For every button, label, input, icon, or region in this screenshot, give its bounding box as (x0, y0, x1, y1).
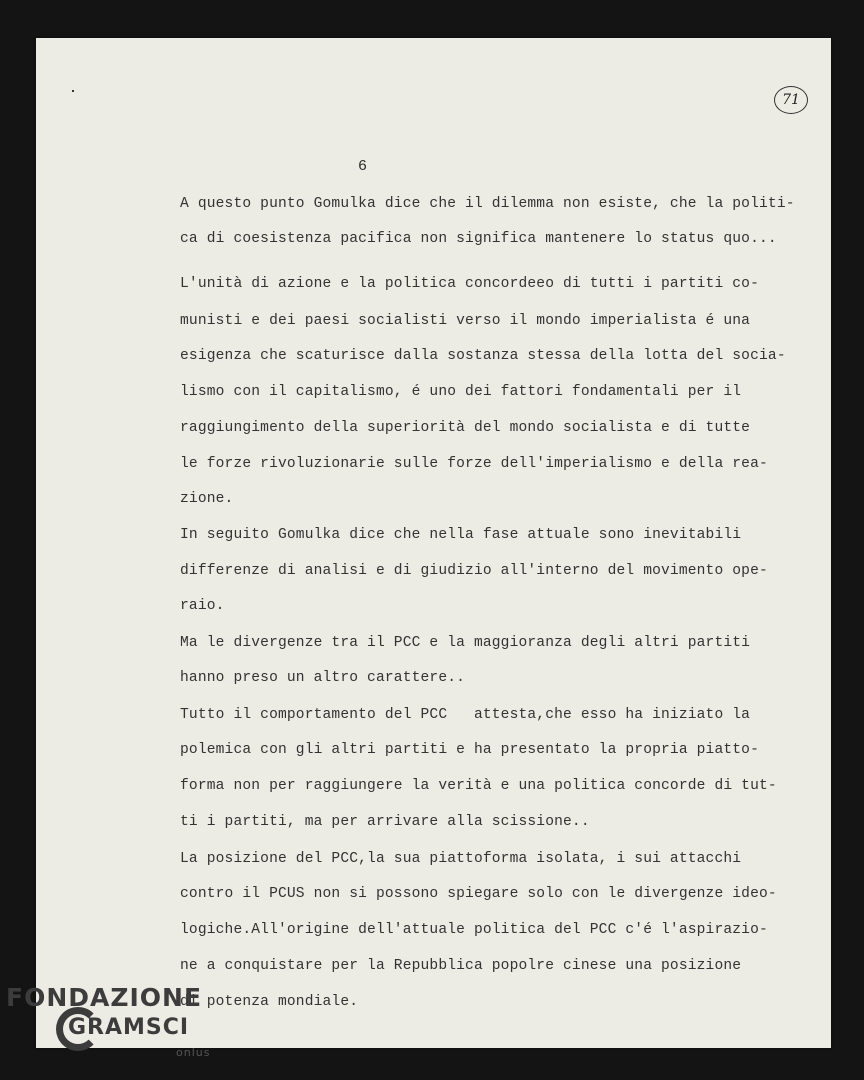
text-line: di potenza mondiale. (180, 994, 359, 1010)
text-line: raggiungimento della superiorità del mondo socialista e di tutte (180, 420, 751, 436)
text-line: zione. (180, 491, 234, 507)
text-line: ne a conquistare per la Repubblica popolre cinese una posizione (180, 958, 742, 974)
text-line: differenze di analisi e di giudizio all'interno del movimento ope- (180, 563, 768, 579)
text-line: munisti e dei paesi socialisti verso il mondo imperialista é una (180, 313, 751, 329)
ink-mark (72, 90, 74, 92)
text-line: hanno preso un altro carattere.. (180, 670, 466, 686)
text-line: polemica con gli altri partiti e ha presentato la propria piatto- (180, 742, 759, 758)
text-line: Tutto il comportamento del PCC attesta,che esso ha iniziato la (180, 707, 751, 723)
logo-line1: FONDAZIONE (6, 983, 203, 1012)
text-line: forma non per raggiungere la verità e una politica concorde di tut- (180, 778, 777, 794)
text-line: In seguito Gomulka dice che nella fase attuale sono inevitabili (180, 527, 742, 543)
text-line: ti i partiti, ma per arrivare alla scissione.. (180, 814, 590, 830)
text-line: raio. (180, 598, 225, 614)
text-line: Ma le divergenze tra il PCC e la maggioranza degli altri partiti (180, 635, 751, 651)
page-number: 6 (358, 158, 368, 175)
logo-line2: GRAMSCI (68, 1015, 190, 1040)
text-line: esigenza che scaturisce dalla sostanza stessa della lotta del socia- (180, 348, 786, 364)
text-line: contro il PCUS non si possono spiegare solo con le divergenze ideo- (180, 886, 777, 902)
text-line: A questo punto Gomulka dice che il dilemma non esiste, che la politi- (180, 196, 795, 212)
logo-line3: onlus (176, 1046, 211, 1059)
text-line: le forze rivoluzionarie sulle forze dell'imperialismo e della rea- (180, 456, 768, 472)
text-line: ca di coesistenza pacifica non significa mantenere lo status quo... (180, 231, 777, 247)
fondazione-gramsci-logo (6, 983, 211, 1059)
text-line: logiche.All'origine dell'attuale politica del PCC c'é l'aspirazio- (180, 922, 768, 938)
text-line: L'unità di azione e la politica concordeeo di tutti i partiti co- (180, 276, 759, 292)
folio-stamp: 71 (774, 86, 808, 114)
text-line: lismo con il capitalismo, é uno dei fattori fondamentali per il (180, 384, 742, 400)
text-line: La posizione del PCC,la sua piattoforma isolata, i sui attacchi (180, 851, 742, 867)
